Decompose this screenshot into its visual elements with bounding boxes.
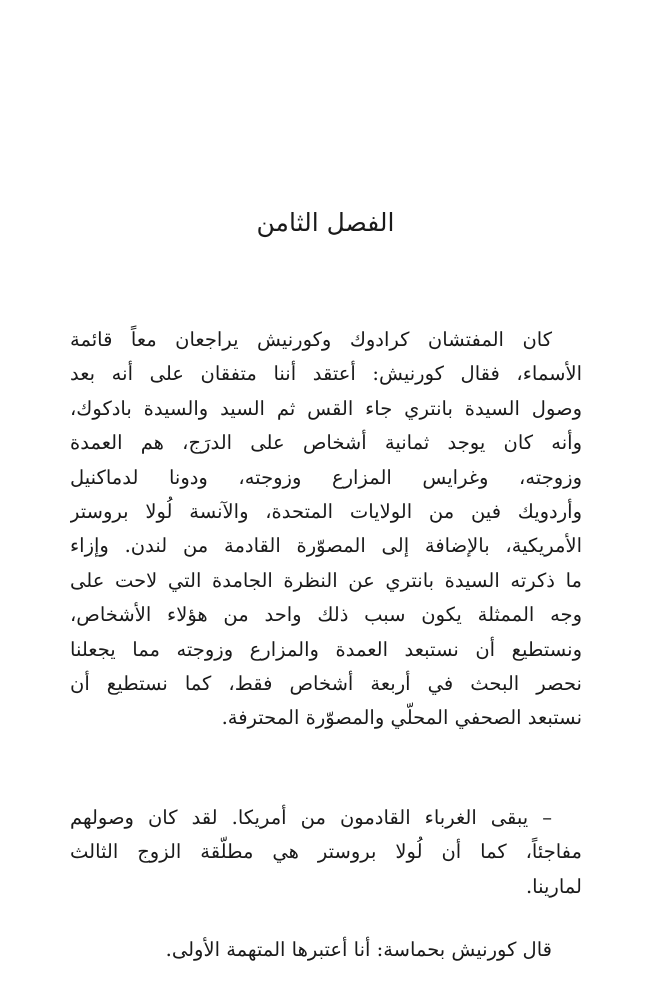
text-line: نستبعد الصحفي المحلّي والمصوّرة المحترفة. xyxy=(221,706,582,730)
text-line: قال كورنيش بحماسة: أنا أعتبرها المتهمة الأولى. xyxy=(165,938,552,961)
text-line: – يبقى الغرباء القادمون من أمريكا. لقد كان وصولهم xyxy=(70,806,552,829)
text-line: كان المفتشان كرادوك وكورنيش يراجعان معاً قائمة xyxy=(70,328,552,351)
text-line: وأنه كان يوجد ثمانية أشخاص على الدرَج، هم العمدة xyxy=(70,431,582,455)
text-line: الأمريكية، بالإضافة إلى المصوّرة القادمة من لندن. وإزاء xyxy=(70,534,582,558)
paragraph-2 xyxy=(70,801,582,904)
text-line: وصول السيدة بانتري جاء القس ثم السيد والسيدة بادكوك، xyxy=(70,396,582,420)
text-line: مفاجئاً، كما أن لُولا بروستر هي مطلّقة الزوج الثالث xyxy=(70,840,582,864)
paragraph-3 xyxy=(70,933,582,967)
text-line: ونستطيع أن نستبعد العمدة والمزارع وزوجته مما يجعلنا xyxy=(70,637,582,661)
text-line: وجه الممثلة يكون سبب ذلك واحد من هؤلاء الأشخاص، xyxy=(70,603,582,627)
text-line: الأسماء، فقال كورنيش: أعتقد أننا متفقان على أنه بعد xyxy=(70,362,582,386)
text-line: ما ذكرته السيدة بانتري عن النظرة الجامدة التي لاحت على xyxy=(70,568,582,592)
paragraph-1 xyxy=(70,323,582,736)
text-line: نحصر البحث في أربعة أشخاص فقط، كما نستطيع أن xyxy=(70,672,582,696)
text-line: لمارينا. xyxy=(525,874,582,898)
chapter-title: الفصل الثامن xyxy=(256,208,395,237)
text-line: وأردويك فين من الولايات المتحدة، والآنسة لُولا بروستر xyxy=(70,500,582,524)
text-line: وزوجته، وغرايس المزارع وزوجته، ودونا لدماكنيل xyxy=(70,465,582,489)
